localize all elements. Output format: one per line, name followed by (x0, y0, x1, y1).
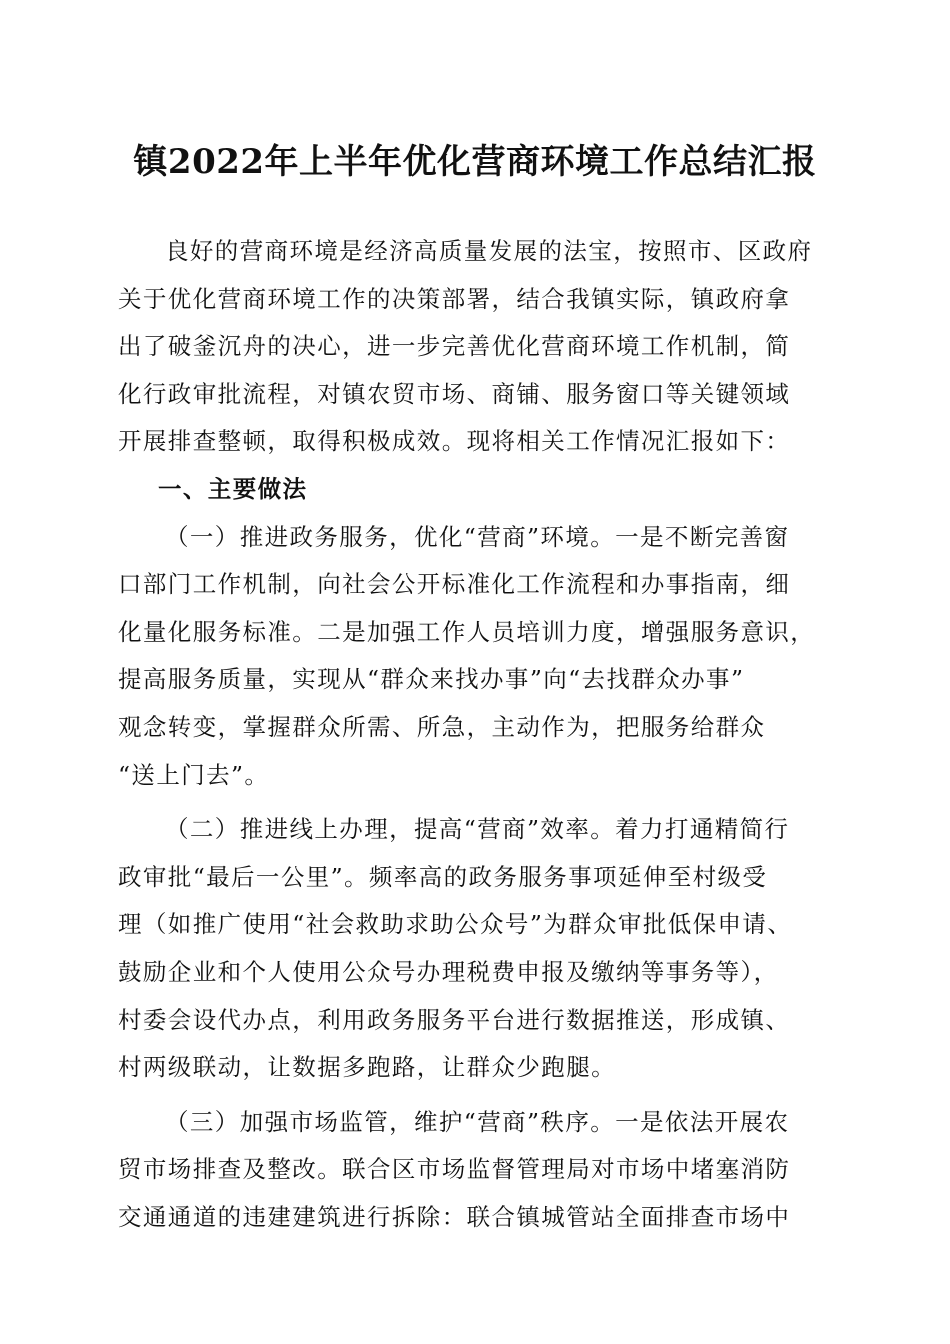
text-line: 良好的营商环境是经济高质量发展的法宝，按照市、区政府 (165, 237, 813, 265)
text-line: 口部门工作机制，向社会公开标准化工作流程和办事指南，细 (118, 570, 791, 599)
paragraph-intro (118, 228, 830, 466)
text-line: 化行政审批流程，对镇农贸市场、商铺、服务窗口等关键领域 (118, 379, 791, 408)
text-line: 村委会设代办点，利用政务服务平台进行数据推送，形成镇、 (118, 1005, 791, 1034)
section-heading (118, 466, 830, 514)
text-line: 开展排查整顿，取得积极成效。现将相关工作情况汇报如下： (118, 427, 791, 456)
paragraph-market-supervision (118, 1099, 830, 1242)
text-line: 理（如推广使用“社会救助求助公众号”为群众审批低保申请、 (118, 910, 793, 939)
paragraph-spacer (118, 1092, 830, 1099)
text-line: 化量化服务标准。二是加强工作人员培训力度，增强服务意识， (118, 617, 816, 646)
text-line: 出了破釜沉舟的决心，进一步完善优化营商环境工作机制，简 (118, 332, 791, 361)
text-line: 政审批“最后一公里”。频率高的政务服务事项延伸至村级受 (118, 862, 768, 891)
text-line: 关于优化营商环境工作的决策部署，结合我镇实际，镇政府拿 (118, 284, 791, 313)
text-line: “送上门去”。 (118, 760, 270, 789)
paragraph-spacer (118, 799, 830, 806)
text-line: 贸市场排查及整改。联合区市场监督管理局对市场中堵塞消防 (118, 1155, 791, 1184)
document-body (118, 228, 830, 1241)
heading-line: 一、主要做法 (158, 474, 308, 503)
text-line: 村两级联动，让数据多跑路，让群众少跑腿。 (118, 1053, 616, 1082)
text-line: 交通通道的违建建筑进行拆除：联合镇城管站全面排查市场中 (118, 1202, 791, 1231)
text-line: 观念转变，掌握群众所需、所急，主动作为，把服务给群众 (118, 712, 766, 741)
text-line: （二）推进线上办理，提高“营商”效率。着力打通精简行 (165, 815, 790, 844)
text-line: （三）加强市场监管，维护“营商”秩序。一是依法开展农 (165, 1107, 790, 1136)
text-line: 提高服务质量，实现从“群众来找办事”向“去找群众办事” (118, 665, 745, 694)
text-line: （一）推进政务服务，优化“营商”环境。一是不断完善窗 (165, 522, 790, 551)
document-title: 镇2022年上半年优化营商环境工作总结汇报 (133, 142, 817, 182)
text-line: 鼓励企业和个人使用公众号办理税费申报及缴纳等事务等）， (118, 957, 779, 986)
paragraph-online-processing (118, 806, 830, 1092)
paragraph-government-services (118, 514, 830, 800)
